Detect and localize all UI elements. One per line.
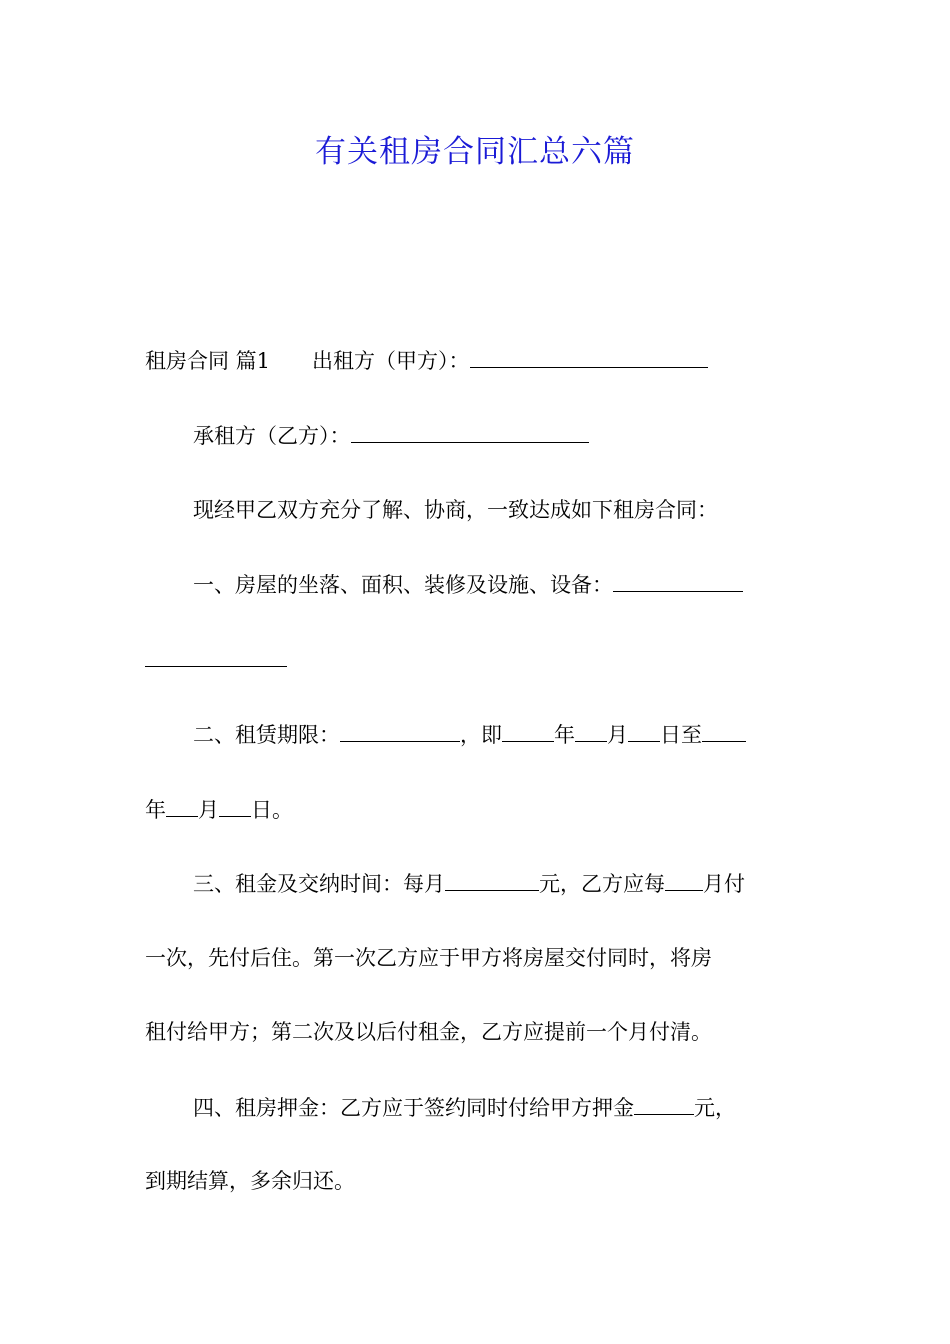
- lease-term-that-is: ，即: [460, 723, 502, 747]
- payment-interval-blank[interactable]: [665, 863, 703, 891]
- end-month-label: 月: [198, 798, 219, 822]
- deposit-label: 四、租房押金：乙方应于签约同时付给甲方押金: [193, 1096, 634, 1120]
- document-title: 有关租房合同汇总六篇: [315, 134, 635, 170]
- rent-label: 三、租金及交纳时间：每月: [193, 872, 445, 896]
- intro-paragraph: 现经甲乙双方充分了解、协商，一致达成如下租房合同：: [193, 498, 718, 522]
- lease-term-blank[interactable]: [340, 714, 460, 742]
- start-day-to-label: 日至: [660, 723, 702, 747]
- item-3-paragraph-line-2: 一次，先付后住。第一次乙方应于甲方将房屋交付同时，将房: [145, 946, 712, 970]
- end-day-label: 日。: [251, 798, 293, 822]
- start-month-blank[interactable]: [575, 714, 607, 742]
- lease-term-label: 二、租赁期限：: [193, 723, 340, 747]
- property-blank[interactable]: [613, 564, 743, 592]
- start-day-blank[interactable]: [628, 714, 660, 742]
- lessor-label: 出租方（甲方）：: [312, 349, 470, 373]
- contract-line-lessee: [193, 415, 858, 455]
- item-4-line: [193, 1087, 858, 1127]
- deposit-amount-blank[interactable]: [634, 1087, 694, 1115]
- end-year-blank[interactable]: [702, 714, 746, 742]
- contract-heading: 租房合同 篇1: [145, 349, 271, 373]
- deposit-yuan-label: 元，: [694, 1096, 736, 1120]
- contract-line-lessor: [145, 340, 810, 380]
- lessee-blank[interactable]: [351, 415, 589, 443]
- payment-month-label: 月付: [703, 872, 745, 896]
- start-year-blank[interactable]: [502, 714, 554, 742]
- monthly-rent-blank[interactable]: [445, 863, 539, 891]
- start-year-label: 年: [554, 723, 575, 747]
- item-4-continuation: 到期结算，多余归还。: [145, 1169, 355, 1193]
- item-1-line: [193, 564, 858, 604]
- end-day-blank[interactable]: [219, 789, 251, 817]
- lessor-blank[interactable]: [470, 340, 708, 368]
- item-3-paragraph-line-3: 租付给甲方；第二次及以后付租金，乙方应提前一个月付清。: [145, 1020, 712, 1044]
- lessee-label: 承租方（乙方）：: [193, 424, 351, 448]
- property-blank-continued[interactable]: [145, 639, 287, 667]
- rent-yuan-label: 元，乙方应每: [539, 872, 665, 896]
- item-2-continuation: [145, 789, 810, 829]
- item-1-label: 一、房屋的坐落、面积、装修及设施、设备：: [193, 573, 613, 597]
- item-2-line: [193, 714, 858, 754]
- item-1-continuation: [145, 639, 810, 679]
- end-year-label: 年: [145, 798, 166, 822]
- end-month-blank[interactable]: [166, 789, 198, 817]
- start-month-label: 月: [607, 723, 628, 747]
- item-3-line: [193, 863, 858, 903]
